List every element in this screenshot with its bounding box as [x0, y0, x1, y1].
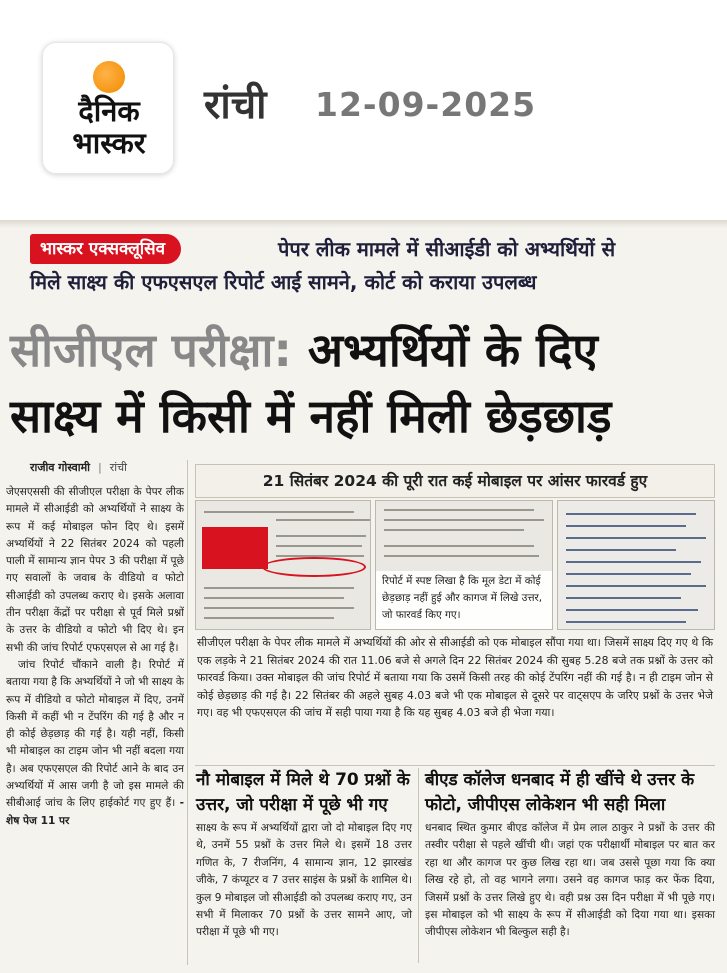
- app-header: [0, 0, 727, 195]
- kicker-line-1: पेपर लीक मामले में सीआईडी को अभ्यर्थियों से: [278, 237, 616, 261]
- report-page-photo[interactable]: [375, 500, 553, 630]
- edition-city: रांची: [204, 82, 267, 128]
- column-divider: [418, 768, 419, 963]
- handwriting-line: [566, 561, 701, 563]
- left-column-text: [6, 484, 184, 964]
- doc-line: [384, 555, 539, 557]
- byline-separator: |: [97, 461, 102, 474]
- newspaper-clipping[interactable]: [0, 220, 727, 973]
- doc-line: [204, 617, 334, 619]
- doc-line: [384, 509, 534, 511]
- byline-author: राजीव गोस्वामी: [30, 461, 91, 474]
- handwriting-line: [566, 525, 686, 527]
- edition-date: 12-09-2025: [315, 85, 537, 124]
- byline-place: रांची: [109, 461, 127, 474]
- subbody-nine-mobiles: साक्ष्य के रूप में अभ्यर्थियों द्वारा जो दो मोबाइल दिए गए थे, उनमें 55 प्रश्नों के उत्तर मिले थे। इसमें 18 उत्तर गणित के, 7 रीजनिंग, 4 सामान्य ज्ञान, 12 झारखंड जीके, 7 कंप्यूटर व 7 उत्तर साइंस के प्रश्नों के शामिल थे। कुल 9 मोबाइल जो सीआईडी को उपलब्ध कराए गए, उन सभी में मिलाकर 70 प्रश्नों के उत्तर सामने आए, जो परीक्षा में पूछे भी गए।: [196, 822, 412, 939]
- doc-line: [204, 607, 354, 609]
- doc-line: [384, 545, 534, 547]
- logo-text-line1: दैनिक: [78, 94, 140, 128]
- handwriting-line: [566, 609, 698, 611]
- handwriting-line: [566, 585, 706, 587]
- handwriting-line: [566, 537, 706, 539]
- logo-text-line2: भास्कर: [72, 126, 146, 160]
- exclusive-badge: भास्कर एक्सक्लूसिव: [30, 234, 181, 264]
- red-note-stamp: [202, 527, 268, 569]
- handwriting-line: [566, 573, 691, 575]
- doc-line: [204, 597, 344, 599]
- left-paragraph-2: [6, 657, 184, 830]
- handwritten-answers-photo[interactable]: [557, 500, 715, 630]
- doc-line: [384, 519, 544, 521]
- photo-strip: [195, 500, 715, 630]
- doc-line: [276, 545, 362, 547]
- headline-main-1: अभ्यर्थियों के दिए: [307, 323, 598, 377]
- photo-heading: 21 सितंबर 2024 की पूरी रात कई मोबाइल पर आंसर फारवर्ड हुए: [195, 464, 715, 498]
- report-document-photo[interactable]: [195, 500, 371, 630]
- doc-line: [276, 535, 366, 537]
- handwriting-line: [566, 621, 686, 623]
- doc-line: [276, 519, 371, 521]
- kicker-line-2: मिले साक्ष्य की एफएसएल रिपोर्ट आई सामने, कोर्ट को कराया उपलब्ध: [30, 270, 537, 294]
- left-paragraph-2-text: जांच रिपोर्ट चौंकाने वाली है। रिपोर्ट में बताया गया है कि अभ्यर्थियों ने जो भी साक्ष्य के रूप में वीडियो व फोटो मोबाइल में दिए, उनमें किसी में कहीं भी न टेंपरिंग की गई है और न ही कोई छेड़छाड़ की गई है। यही नहीं, किसी भी मोबाइल का टाइम जोन भी नहीं बदला गया है। अब एफएसएल की रिपोर्ट आने के बाद उन अभ्यर्थियों में आस जगी है जो इस मामले की सीबीआई जांच के लिए हाईकोर्ट गए हुए हैं।: [6, 658, 184, 810]
- byline: [30, 460, 127, 475]
- doc-line: [204, 587, 354, 589]
- highlight-circle: [262, 557, 366, 577]
- handwriting-line: [566, 597, 681, 599]
- doc-line: [204, 511, 354, 513]
- column-divider: [187, 460, 188, 965]
- dainik-bhaskar-logo[interactable]: [42, 42, 174, 174]
- photo-caption: रिपोर्ट में स्पष्ट लिखा है कि मूल डेटा में कोई छेड़छाड़ नहीं हुई और कागज में लिखे उत्तर, जो फारवर्ड किए गए।: [376, 571, 553, 630]
- continued-note: - शेष पेज 11 पर: [6, 797, 184, 827]
- subhead-nine-mobiles: नौ मोबाइल में मिले थे 70 प्रश्नों के उत्तर, जो परीक्षा में पूछे भी गए: [196, 770, 410, 815]
- row-divider: [195, 765, 715, 766]
- subbody-bed-college: धनबाद स्थित कुमार बीएड कॉलेज में प्रेम लाल ठाकुर ने प्रश्नों के उत्तर की तस्वीर परीक्षा से पहले खींची थी। जहां एक परीक्षार्थी मोबाइल पर बात कर रहा था और कागज पर कुछ लिख रहा था। जब उससे पूछा गया कि क्या लिख रहे हो, तो वह भागने लगा। उसने वह कागज फाड़ कर फेंक दिया, जिसमें प्रश्नों के उत्तर लिखे हुए थे। वही प्रश्न उस दिन परीक्षा में भी पूछे गए। इस मोबाइल को भी साक्ष्य के रूप में सीआईडी को दिया गया था। इसका जीपीएस लोकेशन भी बिल्कुल सही है।: [425, 822, 715, 939]
- photo-description: सीजीएल परीक्षा के पेपर लीक मामले में अभ्यर्थियों की ओर से सीआईडी को एक मोबाइल सौंपा गया था। जिसमें साक्ष्य दिए गए थे कि एक लड़के ने 21 सितंबर 2024 की रात 11.06 बजे से अगले दिन 22 सितंबर 2024 की सुबह 5.28 बजे तक प्रश्नों के उत्तर को फारवर्ड किया। उक्त मोबाइल की जांच रिपोर्ट में बताया गया कि उसमें किसी तरह की कोई टेंपरिंग नहीं की गई है। न ही टाइम जोन से कोई छेड़छाड़ की गई है। 22 सितंबर की अहले सुबह 4.03 बजे भी एक मोबाइल से दूसरे पर वाट्सएप के जरिए प्रश्नों के उत्तर भेजे गए। वह भी एफएसएल की जांच में सही पाया गया है कि यह सुबह 4.03 बजे ही भेजा गया।: [197, 636, 713, 719]
- left-paragraph-1: जेएसएससी की सीजीएल परीक्षा के पेपर लीक मामले में सीआईडी को अभ्यर्थियों ने साक्ष्य के रूप में कई मोबाइल फोन दिए थे। इसमें अभ्यर्थियों ने 22 सितंबर 2024 को पहली पाली में सामान्य ज्ञान पेपर 3 की परीक्षा में पूछे गए सवालों के जवाब के वीडियो व फोटो सीआईडी को उपलब्ध कराए थे। इसके अलावा तीन परीक्षा केंद्रों पर परीक्षा से पूर्व मिले प्रश्नों के उत्तर के वीडियो व फोटो भी दिए थे। इन सभी की जांच रिपोर्ट एफएसएल से आ गई है।: [6, 486, 184, 654]
- headline-line-2: साक्ष्य में किसी में नहीं मिली छेड़छाड़: [10, 389, 612, 443]
- handwriting-line: [566, 513, 696, 515]
- sun-icon: [93, 61, 125, 93]
- headline-line-1: [10, 320, 720, 380]
- handwriting-line: [566, 549, 676, 551]
- subhead-bed-college: बीएड कॉलेज धनबाद में ही खींचे थे उत्तर के फोटो, जीपीएस लोकेशन भी सही मिला: [425, 770, 695, 815]
- clipping-edge: [0, 220, 727, 228]
- kicker-row: [30, 232, 720, 268]
- headline-topic: सीजीएल परीक्षा:: [10, 323, 292, 377]
- doc-line: [384, 529, 524, 531]
